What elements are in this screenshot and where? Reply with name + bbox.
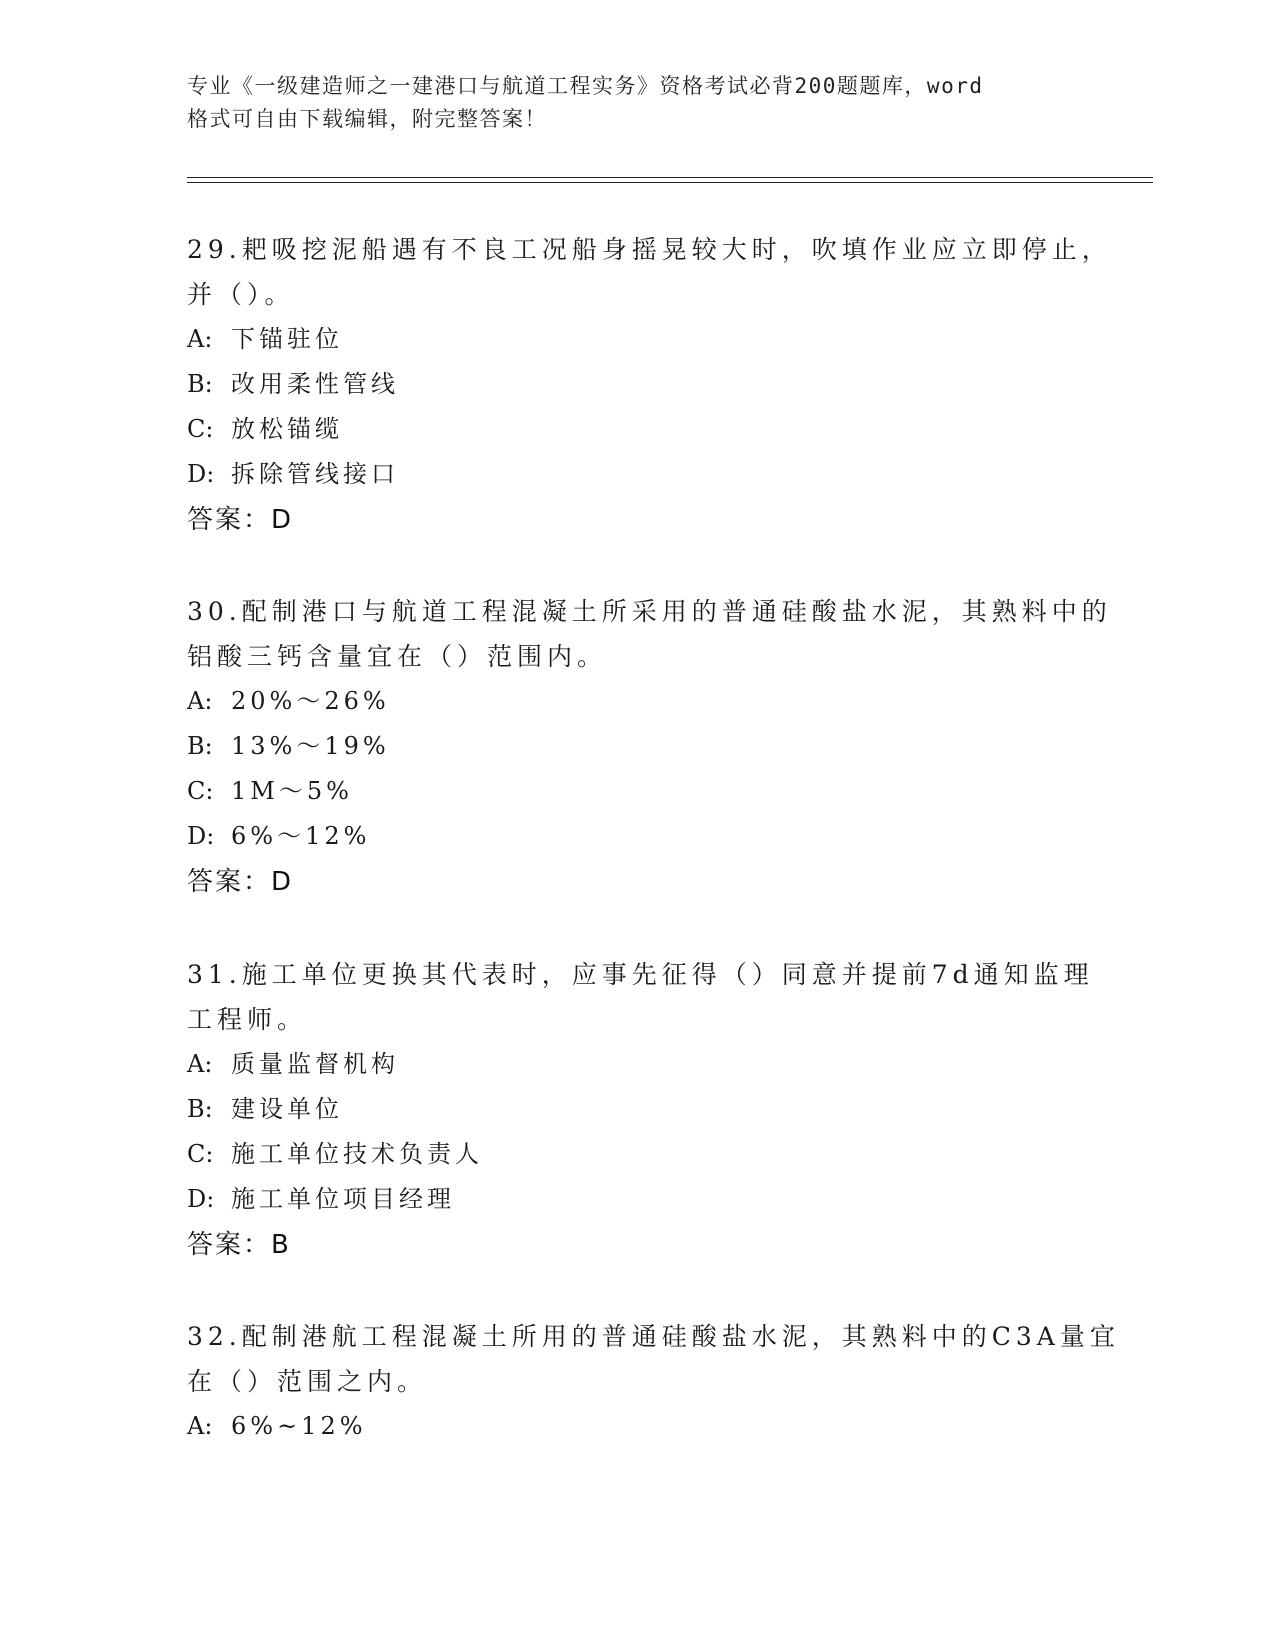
question-stem-line: 29.耙吸挖泥船遇有不良工况船身摇晃较大时，吹填作业应立即停止， xyxy=(187,235,1112,264)
option-d xyxy=(187,814,1087,859)
option-label: D: xyxy=(187,1185,215,1213)
option-label: D: xyxy=(187,822,215,850)
option-c xyxy=(187,769,1087,814)
question-stem-line: 31.施工单位更换其代表时，应事先征得（）同意并提前7d通知监理 xyxy=(187,960,1094,989)
header-line-1: 专业《一级建造师之一建港口与航道工程实务》资格考试必背200题题库，word xyxy=(187,74,984,98)
option-text: 施工单位技术负责人 xyxy=(231,1140,483,1168)
option-c xyxy=(187,1132,1087,1177)
option-d xyxy=(187,452,1087,497)
question-stem xyxy=(187,227,1112,317)
question-stem-line: 30.配制港口与航道工程混凝土所采用的普通硅酸盐水泥，其熟料中的 xyxy=(187,597,1112,626)
answer-line: 答案：D xyxy=(187,505,294,535)
option-text: 下锚驻位 xyxy=(231,325,343,353)
option-label: A: xyxy=(187,1050,213,1078)
option-label: C: xyxy=(187,777,214,805)
option-b xyxy=(187,1087,1087,1132)
option-label: A: xyxy=(187,325,213,353)
question-29 xyxy=(187,227,1112,543)
option-c xyxy=(187,407,1087,452)
question-30 xyxy=(187,589,1112,905)
option-text: 质量监督机构 xyxy=(231,1050,399,1078)
option-text: 施工单位项目经理 xyxy=(231,1185,455,1213)
option-text: 1M～5% xyxy=(231,777,353,805)
option-text: 放松锚缆 xyxy=(231,415,343,443)
question-stem-line: 铝酸三钙含量宜在（）范围内。 xyxy=(187,642,608,671)
question-stem-line: 工程师。 xyxy=(187,1005,308,1034)
option-label: C: xyxy=(187,415,214,443)
option-b xyxy=(187,724,1087,769)
question-stem xyxy=(187,952,1094,1042)
header-divider-bottom xyxy=(187,182,1153,183)
option-text: 拆除管线接口 xyxy=(231,460,399,488)
header-divider-top xyxy=(187,177,1153,178)
question-stem-line: 并（）。 xyxy=(187,280,295,309)
option-label: B: xyxy=(187,1095,213,1123)
option-a xyxy=(187,317,1087,362)
header-line-2: 格式可自由下载编辑，附完整答案！ xyxy=(187,107,547,131)
question-stem-line: 在（）范围之内。 xyxy=(187,1367,428,1396)
option-d xyxy=(187,1177,1087,1222)
question-32 xyxy=(187,1314,1120,1449)
option-label: D: xyxy=(187,460,215,488)
option-a xyxy=(187,1404,1087,1449)
option-b xyxy=(187,362,1087,407)
option-text: 6%~12% xyxy=(231,1412,367,1440)
question-31 xyxy=(187,952,1094,1268)
option-label: B: xyxy=(187,370,213,398)
answer-line: 答案：D xyxy=(187,867,294,897)
option-text: 改用柔性管线 xyxy=(231,370,399,398)
question-stem-line: 32.配制港航工程混凝土所用的普通硅酸盐水泥，其熟料中的C3A量宜 xyxy=(187,1322,1120,1351)
option-a xyxy=(187,1042,1087,1087)
question-stem xyxy=(187,589,1112,679)
question-stem xyxy=(187,1314,1120,1404)
option-label: A: xyxy=(187,687,213,715)
option-text: 13%～19% xyxy=(231,732,390,760)
option-label: B: xyxy=(187,732,213,760)
option-text: 6%～12% xyxy=(231,822,371,850)
answer-line: 答案：B xyxy=(187,1230,291,1260)
option-label: A: xyxy=(187,1412,213,1440)
option-label: C: xyxy=(187,1140,214,1168)
option-text: 建设单位 xyxy=(231,1095,343,1123)
document-header xyxy=(187,70,1067,136)
option-a xyxy=(187,679,1087,724)
option-text: 20%～26% xyxy=(231,687,390,715)
